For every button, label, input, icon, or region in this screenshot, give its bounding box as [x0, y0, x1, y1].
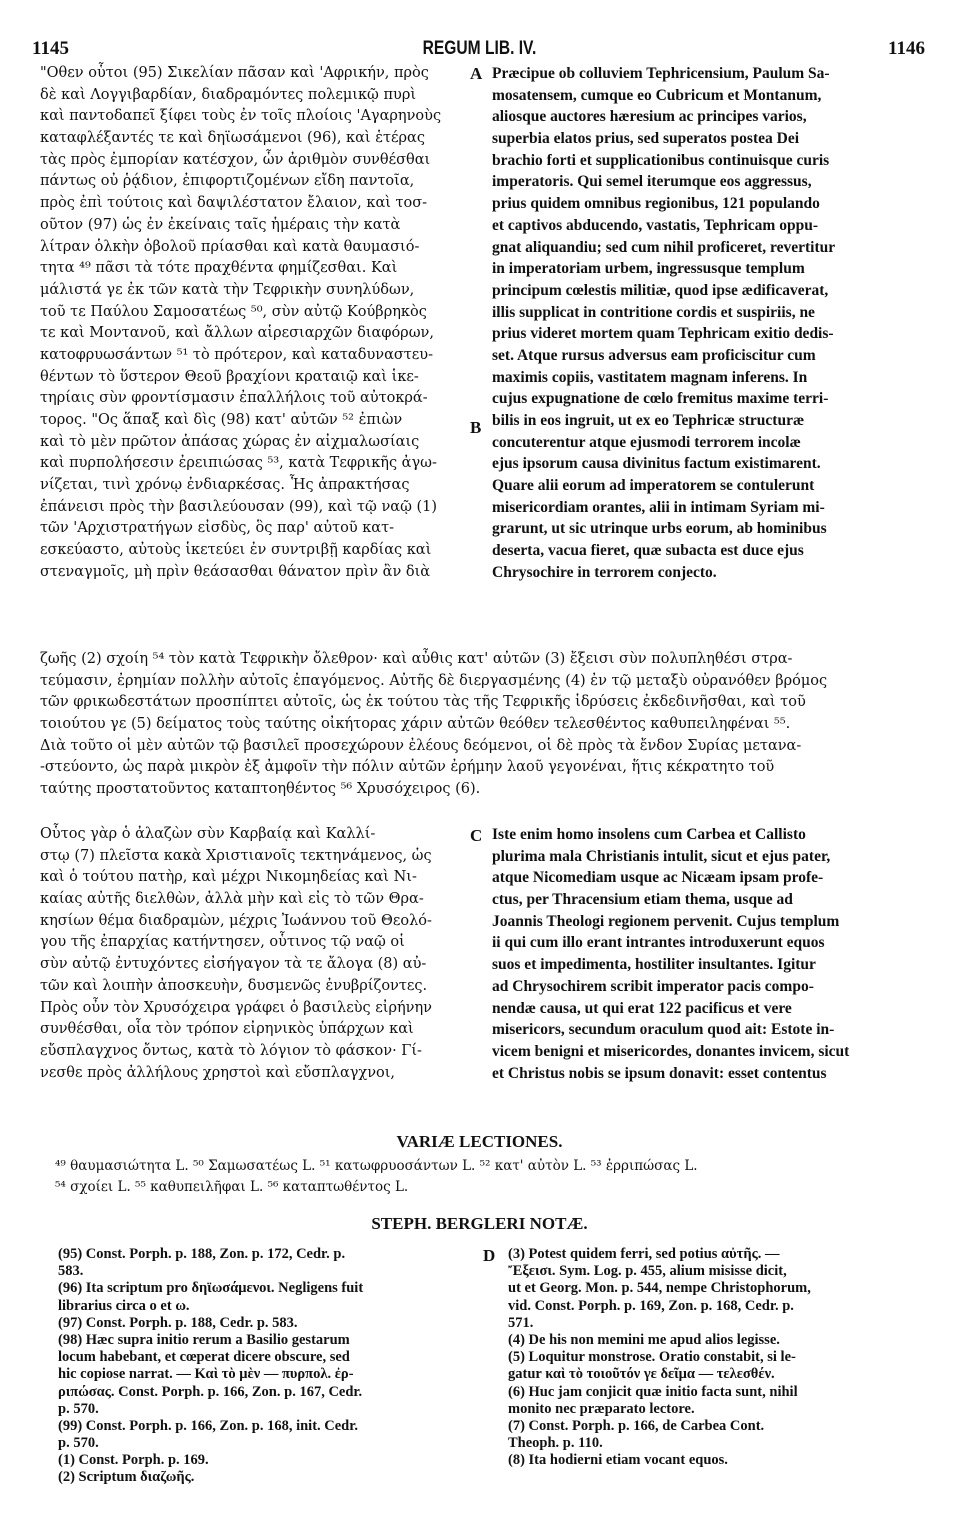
text-line: εσκεύαστο, αὐτοὺς ἱκετεύει ἐν συντριβῇ καρδίας καὶ	[40, 542, 432, 559]
text-line: τεύμασιν, ἐρημίαν πολλὴν αὐτοῖς ἐπαγόμενος. Αὐτῆς δὲ διεργασμένης (4) ἐν τῷ μεταξὺ οὐρανόθεν βρόμος	[40, 672, 828, 689]
margin-marker-a: A	[470, 64, 483, 83]
text-line: καίας αὐτῆς διελθὼν, ἀλλὰ μὴν καὶ εἰς τὸ τῶν Θρα-	[40, 891, 424, 908]
margin-marker-c: C	[470, 826, 483, 845]
text-line: ad Chrysochirem scribit imperator pacis compo-	[492, 977, 814, 995]
text-line: τορος. "Ος ἅπαξ καὶ δὶς (98) κατ' αὐτῶν ⁵² ἐπιὼν	[40, 412, 403, 428]
running-title: REGUM LIB. IV.	[422, 38, 537, 59]
text-line: καὶ τὸ μὲν πρῶτον ἁπάσας χώρας ἐν αἰχμαλωσίαις	[40, 433, 420, 450]
text-line: vicem benigni et misericordes, donantes invicem, sicut	[492, 1042, 850, 1060]
text-line: ταύτης προστατοῦντος καταπτοηθέντος ⁵⁶ Χρυσόχειρος (6).	[40, 781, 481, 798]
text-line: Theoph. p. 110.	[508, 1435, 603, 1452]
text-line: (8) Ita hodierni etiam vocant equos.	[508, 1452, 728, 1469]
text-line: Præcipue ob colluviem Tephricensium, Paulum Sa-	[492, 65, 830, 82]
text-line: Οὗτος γὰρ ὁ ἀλαζὼν σὺν Καρβαίᾳ καὶ Καλλί-	[40, 826, 376, 842]
text-line: atque Nicomediam usque ac Nicæam ipsam profe-	[492, 869, 824, 887]
text-line: θέντων τὸ ὕστερον Θεοῦ βραχίονι κραταιῷ καὶ ἱκε-	[40, 368, 419, 385]
text-line: "Οθεν οὗτοι (95) Σικελίαν πᾶσαν καὶ 'Αφρικήν, πρὸς	[40, 65, 429, 81]
text-line: illis supplicat in contritione cordis et suspiriis, ne	[492, 303, 815, 321]
text-line: et captivos abducendo, vastatis, Tephricam oppu-	[492, 216, 818, 234]
text-line: τητα ⁴⁹ πᾶσι τὰ τότε πραχθέντα φημίζεσθαι. Καὶ	[40, 260, 398, 277]
text-line: στῳ (7) πλεῖστα κακὰ Χριστιανοῖς τεκτηνάμενος, ὡς	[40, 847, 432, 864]
text-line: gatur καὶ τὸ τοιοῦτόν γε δεῖμα — τελεσθέν.	[508, 1366, 775, 1383]
text-line: Διὰ τοῦτο οἱ μὲν αὐτῶν τῷ βασιλεῖ προσεχώρουν ἐλέους δεόμενοι, οἱ δὲ πρὸς τὰ ἔνδον Συρίας μετανα-	[40, 737, 802, 754]
text-line: καὶ ὁ τούτου πατὴρ, καὶ μέχρι Νικομηδείας καὶ Νι-	[40, 869, 417, 886]
text-line: ⁴⁹ θαυμασιώτητα L. ⁵⁰ Σαμωσατέως L. ⁵¹ κατωφρυοσάντων L. ⁵² κατ' αὐτὸν L. ⁵³ ἐρριπώσας L.	[55, 1158, 698, 1174]
text-line: στεναγμοῖς, μὴ πρὶν θεάσασθαι θάνατον πρὶν ἂν διὰ	[40, 563, 431, 580]
text-line: prius videret mortem quam Tephricam exitio dedis-	[492, 325, 834, 343]
text-line: κησίων θέμα διαδραμὼν, μέχρις Ἰωάννου τοῦ Θεολό-	[40, 912, 432, 929]
text-line: (7) Const. Porph. p. 166, de Carbea Cont.	[508, 1417, 765, 1434]
text-line: ριπώσας. Const. Porph. p. 166, Zon. p. 167, Cedr.	[58, 1383, 363, 1400]
text-line: concuterentur atque ejusmodi terrorem incolæ	[492, 433, 801, 451]
text-line: (96) Ita scriptum pro δηϊωσάμενοι. Negligens fuit	[58, 1280, 364, 1297]
text-line: maximis copiis, vastitatem magnam inferens. In	[492, 368, 808, 386]
notes-column-right	[508, 1246, 928, 1469]
text-line: Ἔξεισι. Sym. Log. p. 455, alium misisse dicit,	[508, 1263, 787, 1280]
text-line: (98) Hæc supra initio rerum a Basilio gestarum	[58, 1331, 350, 1348]
text-line: -στεύοντο, ὡς παρὰ μικρὸν ἐξ ἀμφοῖν τὴν πόλιν αὐτῶν ἐρήμην λαοῦ γεγονέναι, ἥτις κέκρατητο τοῦ	[40, 759, 775, 776]
text-line: τοιούτου γε (5) δείματος τοὺς ταύτης οἰκήτορας χάριν αὐτῶν θεόθεν τελεσθέντος καθυπειληφέναι ⁵⁵.	[40, 716, 791, 733]
text-line: et Christus nobis se ipsum donavit: esset contentus	[492, 1064, 827, 1082]
text-line: λίτραν ὁλκὴν ὀβολοῦ πρίασθαι καὶ κατὰ θαυμασιό-	[40, 238, 420, 255]
text-line: πρὸς ἐπὶ τούτοις καὶ δαψιλέστατον ἔλαιον, καὶ τοσ-	[40, 195, 428, 212]
text-line: Iste enim homo insolens cum Carbea et Callisto	[492, 826, 806, 843]
text-line: τῶν φρικωδεστάτων προσπίπτει αὐτοῖς, ὡς ἐκ τούτου τὰς τῆς Τεφρικῆς ἱδρύσεις ἐκδεδινῆσθαι, καὶ τοῦ	[40, 694, 806, 711]
text-line: principum cœlestis militiæ, quod ipse ædificaverat,	[492, 281, 829, 299]
variae-lectiones	[55, 1156, 929, 1198]
text-line: 583.	[58, 1263, 84, 1280]
text-line: σὺν αὐτῷ ἐντυχόντες εἰσήγαγον τὰ τε ἄλογα (8) αὐ-	[40, 956, 427, 973]
text-line: εὔσπλαγχνος ὄντως, κατὰ τὸ λόγιον τὸ φάσκον· Γί-	[40, 1042, 422, 1059]
text-line: (2) Scriptum διαζωῆς.	[58, 1469, 195, 1486]
text-line: ζωῆς (2) σχοίη ⁵⁴ τὸν κατὰ Τεφρικὴν ὄλεθρον· καὶ αὖθις κατ' αὐτῶν (3) ἔξεισι σὺν πολυπληθέσι στρα-	[40, 651, 793, 667]
notes-title: STEPH. BERGLERI NOTÆ.	[371, 1214, 588, 1233]
text-line: prius quidem omnibus regionibus, 121 populando	[492, 195, 820, 213]
text-line: τῶν καὶ λοιπὴν ἀποσκευὴν, δυσμενῶς ἐνυβρίζοντες.	[40, 977, 428, 994]
text-line: misericors, secundum oraculum quod ait: Estote in-	[492, 1021, 835, 1039]
text-line: aliosque auctores hæresium ac principes varios,	[492, 108, 807, 126]
text-line: τῶν 'Αρχιστρατήγων εἰσδὺς, ὃς παρ' αὐτοῦ κατ-	[40, 520, 395, 537]
text-line: nendæ causa, ut qui erat 122 pacificus et vere	[492, 999, 792, 1017]
text-line: τοῦ τε Παύλου Σαμοσατέως ⁵⁰, σὺν αὐτῷ Κούβρηκὸς	[40, 303, 427, 320]
text-line: Joannis Theologi regionem pervenit. Cujus templum	[492, 912, 840, 930]
text-line: (5) Loquitur monstrose. Oratio constabit, si le-	[508, 1349, 796, 1366]
text-line: mosatensem, cumque eo Cubricum et Montanum,	[492, 86, 822, 104]
greek-column-top	[40, 63, 470, 584]
notes-column-left	[58, 1246, 473, 1487]
text-line: οῦτον (97) ὡς ἐν ἐκείναις ταῖς ἡμέραις τὴν κατὰ	[40, 216, 401, 233]
page-header	[30, 38, 929, 62]
text-line: set. Atque rursus adversus eam proficiscitur cum	[492, 346, 816, 364]
text-line: νεσθε πρὸς ἀλλήλους χρηστοὶ καὶ εὔσπλαγχνοι,	[40, 1064, 396, 1081]
text-line: (4) De his non memini me apud alios legisse.	[508, 1331, 780, 1348]
text-line: p. 570.	[58, 1400, 99, 1417]
text-line: (1) Const. Porph. p. 169.	[58, 1452, 209, 1469]
greek-full-width	[40, 649, 930, 801]
text-line: ⁵⁴ σχοίει L. ⁵⁵ καθυπειλῆφαι L. ⁵⁶ καταπτωθέντος L.	[55, 1179, 409, 1195]
text-line: (99) Const. Porph. p. 166, Zon. p. 168, init. Cedr.	[58, 1417, 358, 1434]
text-line: καὶ πυρπολήσεσιν ἐρειπιώσας ⁵³, κατὰ Τεφρικῆς ἀγω-	[40, 455, 437, 472]
text-line: brachio forti et supplicationibus continuisque curis	[492, 151, 830, 169]
text-line: (95) Const. Porph. p. 188, Zon. p. 172, Cedr. p.	[58, 1246, 346, 1262]
text-line: ejus ipsorum causa divinitus factum existimarent.	[492, 455, 821, 473]
text-line: grarunt, ut sic utrinque urbs eorum, ab hominibus	[492, 520, 827, 538]
text-line: τὰς πρὸς ἐμπορίαν κατέσχον, ὧν ἀριθμὸν συνθέσθαι	[40, 151, 431, 168]
text-line: τηρίαις σὺν φροντίσμασιν ἐπαλλήλοις τοῦ αὐτοκρά-	[40, 390, 428, 407]
text-line: librarius circa o et ω.	[58, 1297, 190, 1314]
text-line: καταφλέξαντές τε καὶ δηϊωσάμενοι (96), καὶ ἑτέρας	[40, 130, 425, 147]
text-line: cujus expugnatione de cœlo fremitus maxime terri-	[492, 390, 829, 408]
latin-column-bottom	[492, 824, 924, 1084]
text-line: misericordiam orantes, alii in intimam Syriam mi-	[492, 498, 825, 516]
variae-lectiones-title: VARIÆ LECTIONES.	[396, 1132, 563, 1151]
text-line: κατοφρυωσάντων ⁵¹ τὸ πρότερον, καὶ καταδυναστευ-	[40, 346, 434, 363]
text-line: in imperatoriam urbem, ingressusque templum	[492, 260, 805, 278]
latin-column-top	[492, 63, 924, 584]
text-line: (97) Const. Porph. p. 188, Cedr. p. 583.	[58, 1314, 298, 1331]
margin-marker-b: B	[470, 418, 482, 437]
page-number-right: 1146	[888, 38, 925, 59]
text-line: imperatoris. Qui semel iterumque eos aggressus,	[492, 173, 812, 191]
page-number-left: 1145	[32, 38, 69, 59]
text-line: monito nec præparato lectore.	[508, 1400, 695, 1417]
text-line: τε καὶ Μοντανοῦ, καὶ ἄλλων αἱρεσιαρχῶν διαφόρων,	[40, 325, 434, 342]
text-line: 571.	[508, 1314, 534, 1331]
text-line: ii qui cum illo erant intrantes introduxerunt equos	[492, 934, 825, 952]
text-line: bilis in eos ingruit, ut ex eo Tephricæ structuræ	[492, 412, 805, 429]
margin-marker-d: D	[483, 1246, 496, 1265]
text-line: Πρὸς οὖν τὸν Χρυσόχειρα γράφει ὁ βασιλεὺς εἰρήνην	[40, 999, 432, 1016]
text-line: δὲ καὶ Λογγιβαρδίαν, διαδραμόντες πολεμικῷ πυρὶ	[40, 86, 417, 103]
text-line: καὶ παντοδαπεῖ ξίφει τοὺς ἐν τοῖς πλοίοις 'Αγαρηνοὺς	[40, 108, 442, 125]
text-line: ctus, per Thracensium etiam thema, usque ad	[492, 891, 793, 909]
text-line: Quare alii eorum ad imperatorem se contulerunt	[492, 477, 815, 495]
text-line: suos et impedimenta, hostiliter insultantes. Igitur	[492, 956, 816, 974]
text-line: ἐπάνεισι πρὸς τὴν βασιλεύουσαν (99), καὶ τῷ ναῷ (1)	[40, 498, 438, 515]
text-line: deserta, vacua fieret, quæ subacta est duce ejus	[492, 542, 804, 560]
text-line: (3) Potest quidem ferri, sed potius αὐτῆς. —	[508, 1246, 780, 1262]
text-line: ut et Georg. Mon. p. 544, nempe Christophorum,	[508, 1280, 811, 1297]
text-line: gnat aliquandiu; sed cum nihil proficeret, revertitur	[492, 238, 836, 256]
text-line: hic copiose narrat. — Καὶ τὸ μὲν — πυρπολ. ἐρ-	[58, 1366, 354, 1383]
text-line: locum habebant, et cœperat dicere obscure, sed	[58, 1349, 350, 1366]
text-line: p. 570.	[58, 1435, 99, 1452]
text-line: Chrysochire in terrorem conjecto.	[492, 563, 717, 581]
text-line: συνθέσθαι, οἷα τὸν τρόπον εἰρηνικὸς ὑπάρχων καὶ	[40, 1021, 414, 1038]
text-line: μάλιστά γε ἐκ τῶν κατὰ τὴν Τεφρικὴν συνηλύδων,	[40, 281, 415, 298]
text-line: πάντως οὐ ῥᾴδιον, ἐπιφορτιζομένων εἴδη παντοῖα,	[40, 173, 415, 190]
greek-column-bottom	[40, 824, 470, 1084]
text-line: νίζεται, τινὶ χρόνῳ ἐνδιαρκέσας. Ἧς ἀπρακτήσας	[40, 477, 410, 494]
text-line: vid. Const. Porph. p. 169, Zon. p. 168, Cedr. p.	[508, 1297, 794, 1314]
text-line: superbia elatos prius, sed superatos postea Dei	[492, 130, 800, 148]
text-line: (6) Huc jam conjicit quæ initio facta sunt, nihil	[508, 1383, 798, 1400]
text-line: plurima mala Christianis intulit, sicut et ejus pater,	[492, 847, 831, 865]
text-line: γου τῆς ἐπαρχίας κατήντησεν, οὗτινος τῷ ναῷ οἱ	[40, 934, 405, 951]
